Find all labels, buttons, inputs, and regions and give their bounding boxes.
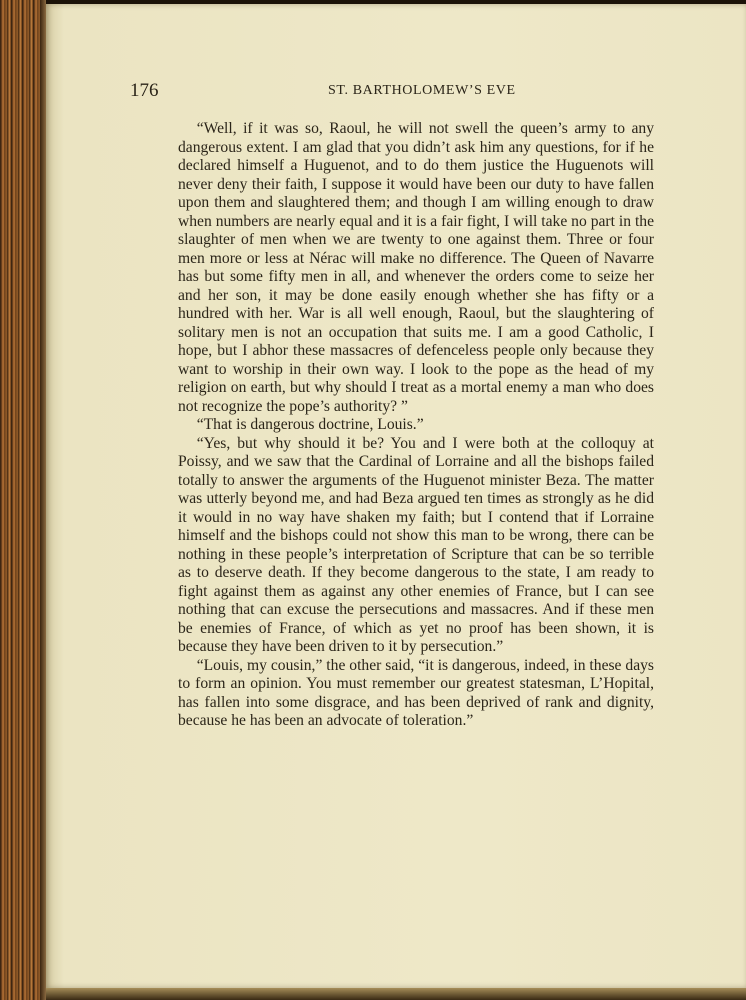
paragraph: “Well, if it was so, Raoul, he will not swell the queen’s army to any dangerous extent. I am glad that you didn’t ask him any questions, for if he declared himself a Huguenot, and to do them justice the Huguenots will never deny their faith, I suppose it would have been our duty to have fallen upon them and slaughtered them; and though I am willing enough to draw when numbers are nearly equal and it is a fair fight, I will take no part in the slaughter of men when we are twenty to one against them. Three or four men more or less at Nérac will make no difference. The Queen of Navarre has but some fifty men in all, and whenever the orders come to seize her and her son, it may be done easily enough whether she has fifty or a hundred with her. War is all well enough, Raoul, but the slaughtering of solitary men is not an occupation that suits me. I am a good Catholic, I hope, but I abhor these massacres of defenceless people only because they want to worship in their own way. I look to the pope as the head of my religion on earth, but why should I treat as a mortal enemy a man who does not recognize the pope’s authority? ” bbox=[178, 120, 654, 415]
body-text bbox=[178, 120, 654, 731]
page-header bbox=[130, 80, 655, 104]
book-spine-edge bbox=[0, 0, 46, 1000]
paragraph: “That is dangerous doctrine, Louis.” bbox=[196, 416, 424, 433]
page-number: 176 bbox=[130, 80, 159, 101]
paragraph: “Louis, my cousin,” the other said, “it is dangerous, indeed, in these days to form an opinion. You must remember our greatest statesman, L’Hopital, has fallen into some disgrace, and has been deprived of rank and dignity, because he has been an advocate of toleration.” bbox=[178, 656, 654, 729]
book-bottom-edge bbox=[46, 988, 746, 1000]
paragraph: “Yes, but why should it be? You and I were both at the colloquy at Poissy, and we saw that the Cardinal of Lorraine and all the bishops failed totally to answer the arguments of the Huguenot minister Beza. The matter was utterly beyond me, and had Beza argued ten times as strongly as he did it would in no way have shaken my faith; but I contend that if Lorraine himself and the bishops could not show this man to be wrong, there can be nothing in these people’s interpretation of Scripture that can be so terrible as to deserve death. If they become dangerous to the state, I am ready to fight against them as against any other enemies of France, but I can see nothing that can excuse the persecutions and massacres. And if these men be enemies of France, of which as yet no proof has been shown, it is because they have been driven to it by persecution.” bbox=[178, 434, 654, 655]
running-head: ST. BARTHOLOMEW’S EVE bbox=[328, 83, 516, 98]
